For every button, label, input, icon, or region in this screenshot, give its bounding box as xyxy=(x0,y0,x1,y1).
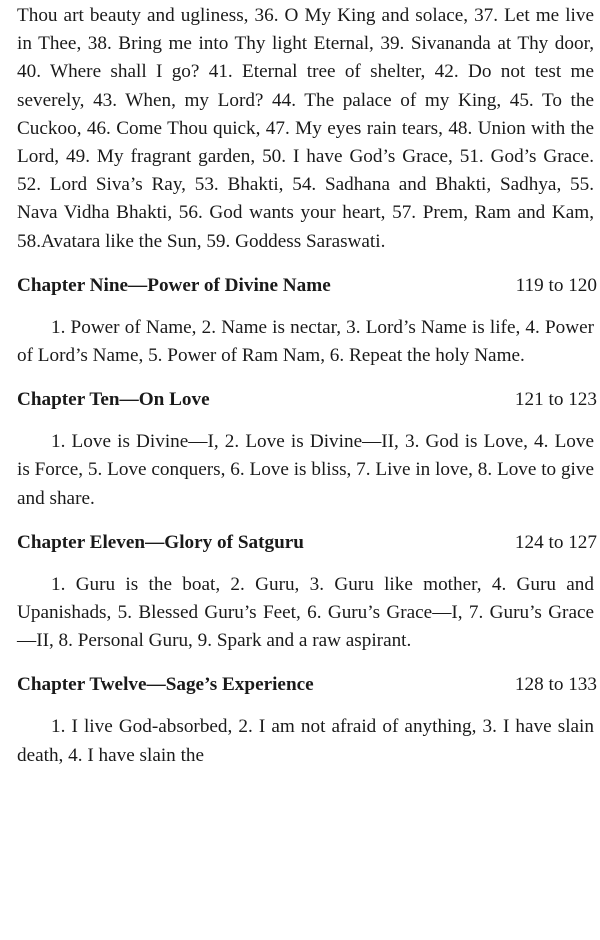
continuation-paragraph: Thou art beauty and ugliness, 36. O My King and solace, 37. Let me live in Thee, 38. Bring me into Thy light Eternal, 39. Sivananda at Thy door, 40. Where shall I go? 41. Eternal tree of shelter, 42. Do not test me severely, 43. When, my Lord? 44. The palace of my King, 45. To the Cuckoo, 46. Come Thou quick, 47. My eyes rain tears, 48. Union with the Lord, 49. My fragrant garden, 50. I have God’s Grace, 51. God’s Grace. 52. Lord Siva’s Ray, 53. Bhakti, 54. Sadhana and Bhakti, Sadhya, 55. Nava Vidha Bhakti, 56. God wants your heart, 57. Prem, Ram and Kam, 58.Avatara like the Sun, 59. Goddess Saraswati. xyxy=(17,5,594,252)
chapter-section xyxy=(17,671,597,769)
chapter-contents: 1. Power of Name, 2. Name is nectar, 3. Lord’s Name is life, 4. Power of Lord’s Name, 5. Power of Ram Nam, 6. Repeat the holy Name. xyxy=(17,316,594,367)
book-page xyxy=(17,2,597,770)
chapter-page-range: 119 to 120 xyxy=(515,274,597,296)
chapter-page-range: 124 to 127 xyxy=(514,531,597,553)
chapter-heading xyxy=(17,529,597,557)
chapter-section xyxy=(17,386,597,513)
chapter-contents: 1. Love is Divine—I, 2. Love is Divine—II, 3. God is Love, 4. Love is Force, 5. Love conquers, 6. Love is bliss, 7. Live in love, 8. Love to give and share. xyxy=(17,431,594,509)
chapter-contents: 1. I live God-absorbed, 2. I am not afraid of anything, 3. I have slain death, 4. I have slain the xyxy=(17,716,594,766)
chapter-section xyxy=(17,529,597,656)
chapter-section xyxy=(17,272,597,370)
chapter-page-range: 121 to 123 xyxy=(514,389,597,411)
chapter-title: Chapter Eleven—Glory of Satguru xyxy=(17,531,304,553)
chapter-page-range: 128 to 133 xyxy=(514,674,597,696)
chapter-title: Chapter Ten—On Love xyxy=(17,389,210,411)
chapter-heading xyxy=(17,386,597,414)
chapter-heading xyxy=(17,671,597,699)
chapter-title: Chapter Nine—Power of Divine Name xyxy=(17,274,331,296)
chapter-contents: 1. Guru is the boat, 2. Guru, 3. Guru like mother, 4. Guru and Upanishads, 5. Blessed Guru’s Feet, 6. Guru’s Grace—I, 7. Guru’s Grace—II, 8. Personal Guru, 9. Spark and a raw aspirant. xyxy=(17,573,594,652)
chapter-heading xyxy=(17,272,597,300)
chapter-title: Chapter Twelve—Sage’s Experience xyxy=(17,674,314,696)
